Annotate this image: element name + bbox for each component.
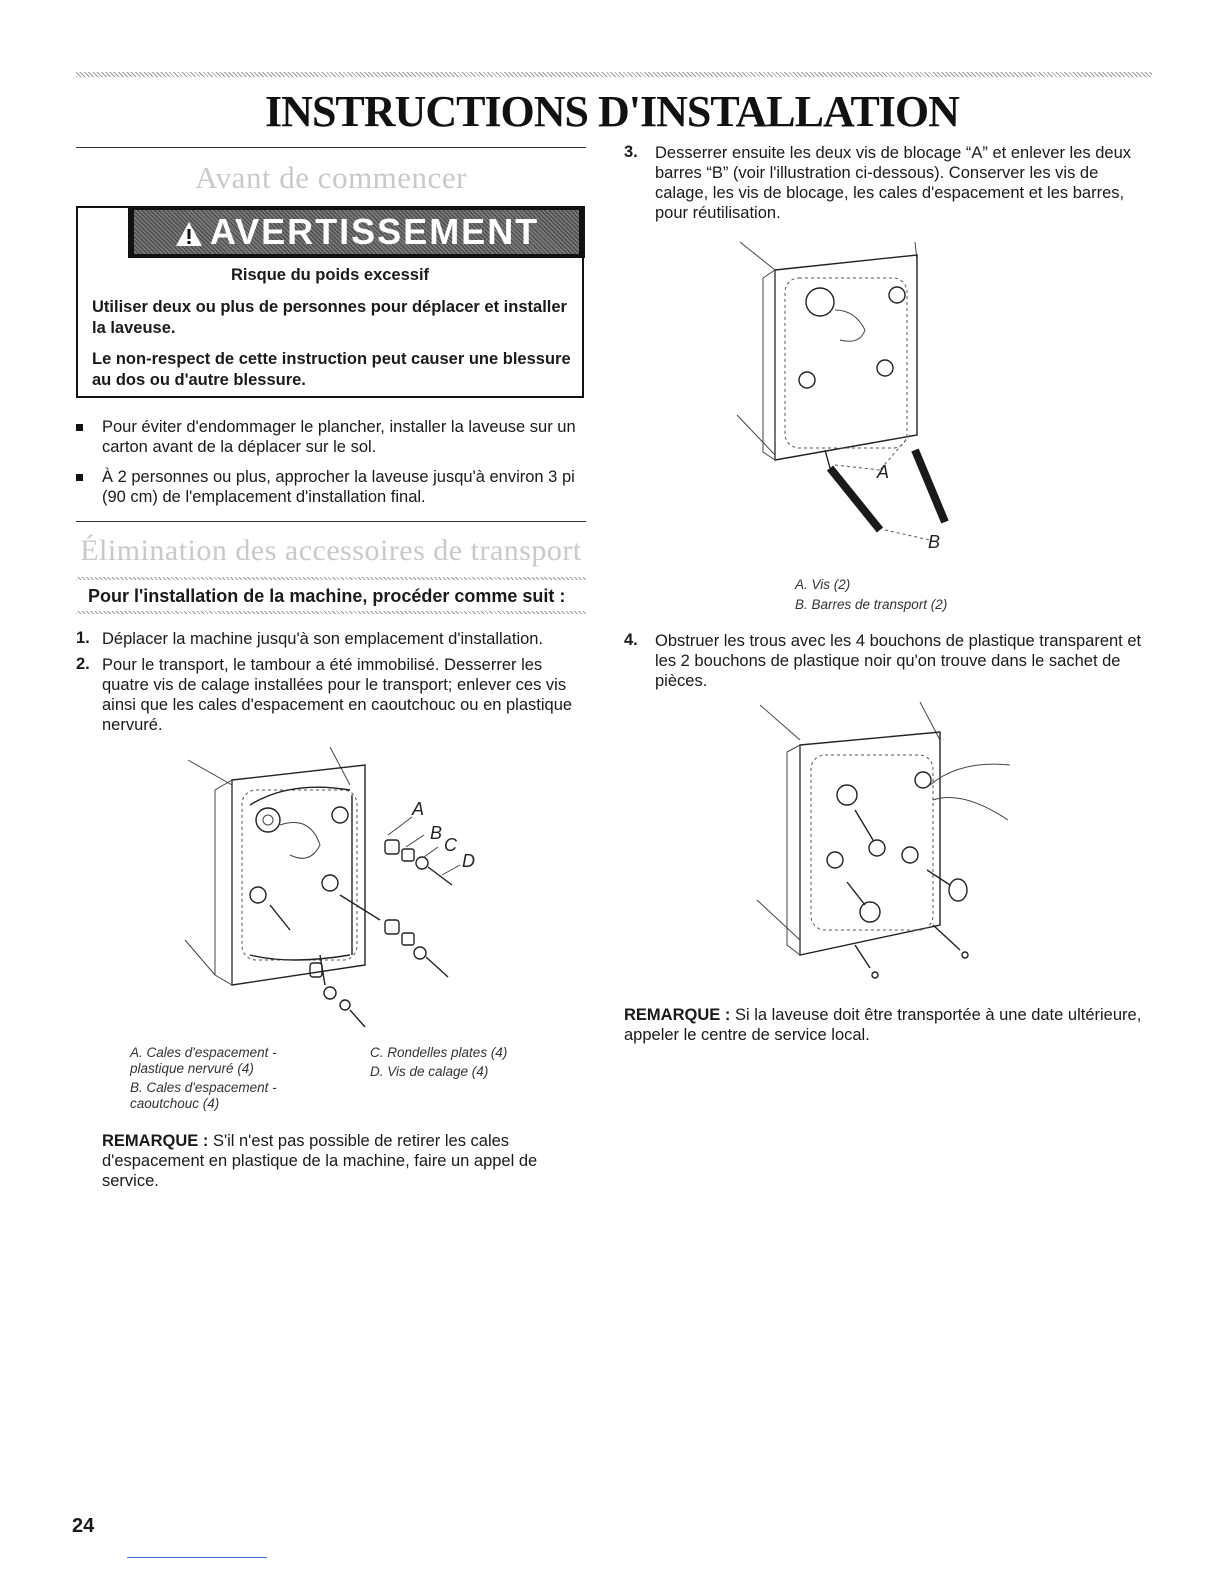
fig2-caption-a: A. Vis (2) [795,577,851,592]
warning-line-1: Utiliser deux ou plus de personnes pour déplacer et installer la laveuse. [92,298,567,337]
warning-line-2: Le non-respect de cette instruction peut causer une blessure au dos ou d'autre blessure. [92,350,571,389]
fig2-label-b: B [928,532,941,552]
note-label: REMARQUE : [102,1132,209,1150]
fig1-caption-d: D. Vis de calage (4) [370,1064,489,1079]
section-rule [76,521,586,522]
warning-title: AVERTISSEMENT [209,211,540,252]
note-text: S'il n'est pas possible de retirer les cales d'espacement en plastique de la machine, faire un appel de service. [102,1132,538,1190]
note-left [102,1131,588,1191]
section-title-elimination: Élimination des accessoires de transport [80,534,582,567]
spacer-parts [310,840,452,1027]
dotted-rule [76,611,586,614]
step-text: Obstruer les trous avec les 4 bouchons de plastique transparent et les 2 bouchons de plastique noir qu'on trouve dans le sachet de pièces. [655,632,1142,690]
figure-shipping-bolts [180,745,500,1035]
bullet-item: Pour éviter d'endommager le plancher, installer la laveuse sur un carton avant de la déplacer sur le sol. [102,418,576,456]
procedure-subheading: Pour l'installation de la machine, procéder comme suit : [88,586,566,606]
dotted-rule [76,577,586,580]
step-number: 1. [76,629,90,647]
step-number: 4. [624,631,638,649]
bullet-item: À 2 personnes ou plus, approcher la laveuse jusqu'à environ 3 pi (90 cm) de l'emplacement d'installation final. [102,468,575,506]
figure-plugs [755,700,1025,990]
fig1-label-b: B [430,823,443,843]
bullet-marker [76,424,83,431]
fig1-label-d: D [462,851,475,871]
warning-triangle-icon [174,220,204,248]
step-text: Desserrer ensuite les deux vis de blocage “A” et enlever les deux barres “B” (voir l'illustration ci-dessous). Conserver les vis de calage, les vis de blocage, les cales d'espacement et les barres, pour réutilisation. [655,144,1131,222]
bullet-marker [76,474,83,481]
section-title-avant: Avant de commencer [195,160,467,195]
page-title: INSTRUCTIONS D'INSTALLATION [265,87,959,136]
fig1-label-a: A [412,799,425,819]
warning-banner [128,206,585,258]
note-right [624,1005,1144,1045]
footer-line [127,1557,267,1558]
fig2-caption-b: B. Barres de transport (2) [795,597,948,612]
section-rule [76,147,586,148]
fig2-label-a: A [877,462,890,482]
step-text: Déplacer la machine jusqu'à son emplacement d'installation. [102,630,544,648]
fig1-caption-b: B. Cales d'espacement - caoutchouc (4) [130,1080,277,1111]
fig1-caption-c: C. Rondelles plates (4) [370,1045,508,1060]
step-number: 2. [76,655,90,673]
warning-hazard: Risque du poids excessif [230,266,430,284]
fig1-caption-a: A. Cales d'espacement - plastique nervuré (4) [130,1045,277,1076]
note-text: Si la laveuse doit être transportée à une date ultérieure, appeler le centre de service local. [624,1006,1142,1044]
top-rule [76,72,1152,77]
note-label: REMARQUE : [624,1006,731,1024]
fig1-label-c: C [444,835,457,855]
figure-locking-bars [735,240,985,560]
step-number: 3. [624,143,638,161]
step-text: Pour le transport, le tambour a été immobilisé. Desserrer les quatre vis de calage installées pour le transport; enlever ces vis ainsi que les cales d'espacement en caoutchouc ou en plastique nervuré. [102,656,573,734]
page-number: 24 [72,1515,95,1537]
